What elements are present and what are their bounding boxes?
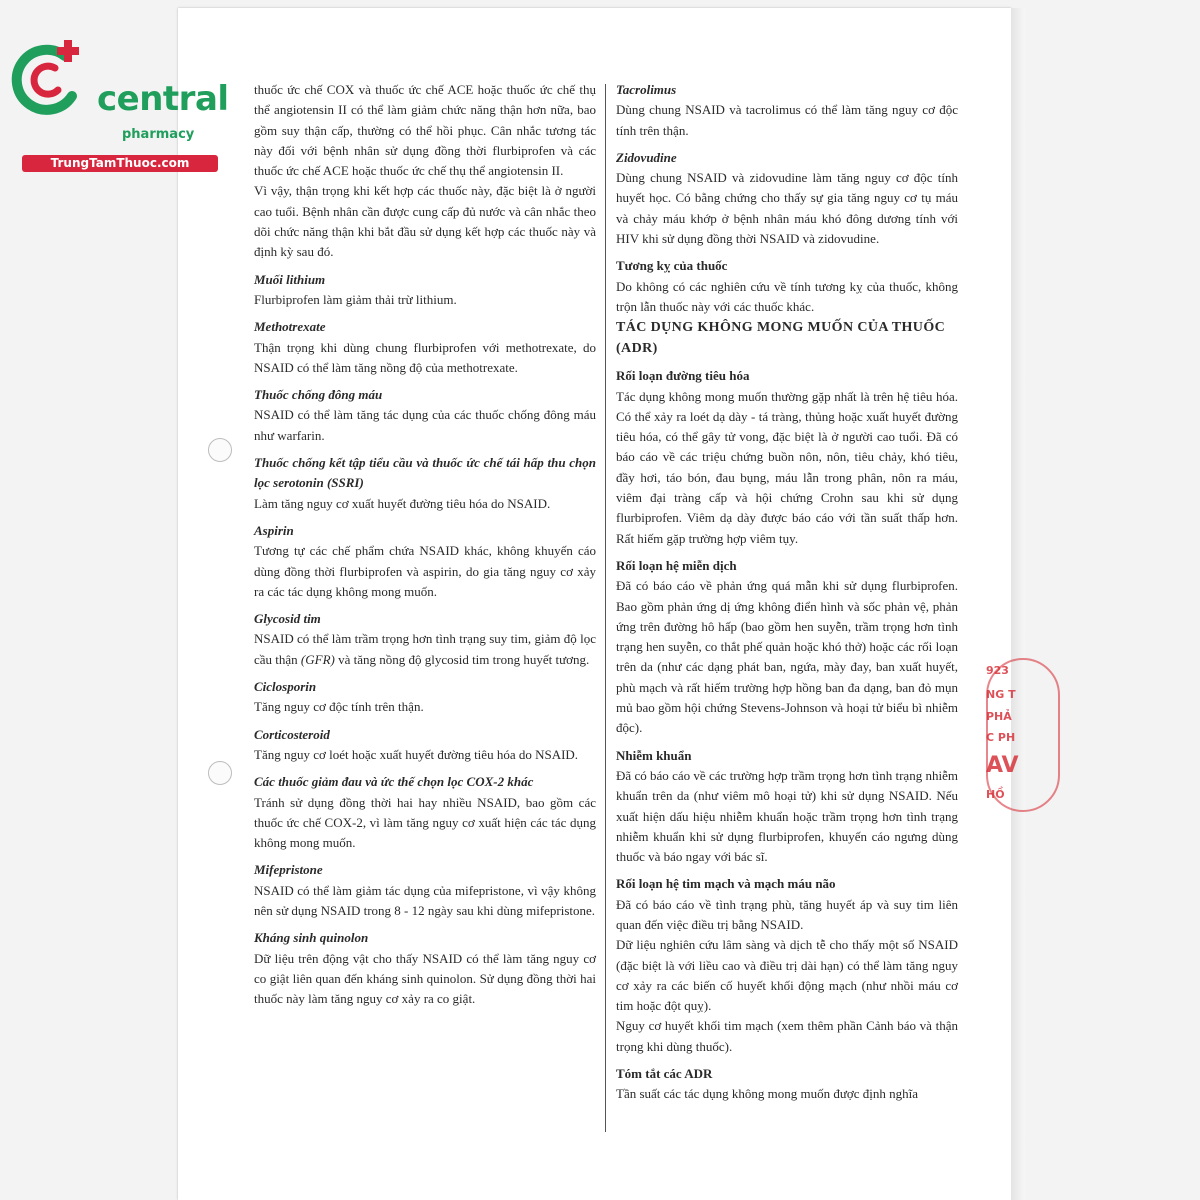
section-title: Rối loạn đường tiêu hóa — [616, 368, 750, 384]
section-body: Dữ liệu nghiên cứu lâm sàng và dịch tễ cho thấy một số NSAID (đặc biệt là với liều cao và điều trị dài hạn) có thể làm tăng nguy cơ xảy ra các biến cố huyết khối động mạch (như nhồi máu cơ tim hoặc đột quỵ). — [616, 937, 958, 1014]
company-stamp — [982, 660, 1019, 810]
section-cox2 — [254, 772, 596, 853]
section-body: Dữ liệu trên động vật cho thấy NSAID có thể làm tăng nguy cơ co giật liên quan đến kháng sinh quinolon. Sử dụng đồng thời hai thuốc này làm tăng nguy cơ xảy ra co giật. — [254, 950, 596, 1007]
section-title: Tacrolimus — [616, 82, 677, 97]
section-adr-summary — [616, 1064, 958, 1105]
section-body: Dùng chung NSAID và tacrolimus có thể làm tăng nguy cơ độc tính trên thận. — [616, 102, 958, 138]
section-aspirin — [254, 521, 596, 602]
stamp-line: NG T — [986, 688, 1016, 701]
brand-name: central — [97, 79, 229, 119]
section-title: Tóm tắt các ADR — [616, 1066, 713, 1082]
section-title: Thuốc chống đông máu — [254, 387, 383, 403]
section-body — [254, 629, 596, 670]
stamp-line: HỒ — [986, 788, 1005, 801]
section-body: Tránh sử dụng đồng thời hai hay nhiều NSAID, bao gồm các thuốc ức chế COX-2, vì làm tăng nguy cơ xuất hiện các tác dụng không mong muốn. — [254, 794, 596, 851]
section-glycosid — [254, 609, 596, 670]
interaction-intro — [254, 80, 596, 263]
left-column — [254, 80, 596, 1009]
section-body: Đã có báo cáo về các trường hợp trầm trọng hơn tình trạng nhiễm khuẩn trên da (như viêm mô hoại tử) khi sử dụng NSAID. Nếu xuất hiện dấu hiệu nhiễm khuẩn hoặc trầm trọng hơn tình trạng nhiễm khuẩn khi sử dụng flurbiprofen, khuyến cáo ngưng dùng thuốc và báo ngay với bác sĩ. — [616, 767, 958, 865]
section-title: Kháng sinh quinolon — [254, 930, 369, 946]
adr-heading: TÁC DỤNG KHÔNG MONG MUỐN CỦA THUỐC (ADR) — [616, 320, 946, 357]
paragraph: Vì vậy, thận trọng khi kết hợp các thuốc này, đặc biệt là ở người cao tuổi. Bệnh nhân cần được cung cấp đủ nước và cân nhắc theo dõi chức năng thận khi bắt đầu sử dụng kết hợp các thuốc này và định kỳ sau đó. — [254, 183, 596, 260]
section-body: Tương tự các chế phẩm chứa NSAID khác, không khuyến cáo dùng đồng thời flurbiprofen và aspirin, do gia tăng nguy cơ xảy ra các tác dụng không mong muốn. — [254, 543, 596, 599]
section-immune-disorders — [616, 556, 958, 739]
section-quinolon — [254, 928, 596, 1009]
right-column — [616, 80, 958, 1105]
section-body: NSAID có thể làm tăng tác dụng của các thuốc chống đông máu như warfarin. — [254, 407, 596, 443]
section-title: Rối loạn hệ tim mạch và mạch máu não — [616, 876, 836, 892]
section-title: Mifepristone — [254, 862, 323, 878]
stamp-line: PHẢ — [986, 710, 1012, 723]
body-emphasis: (GFR) — [300, 651, 335, 667]
section-body: Tác dụng không mong muốn thường gặp nhất là trên hệ tiêu hóa. Có thể xảy ra loét dạ dày - tá tràng, thủng hoặc xuất huyết đường tiêu hóa, có thể gây tử vong, đặc biệt là ở người cao tuổi. Đã có báo cáo về các triệu chứng buồn nôn, nôn, tiêu chảy, khó tiêu, đầy hơi, táo bón, đau bụng, máu lẫn trong phân, nôn ra máu, viêm đại tràng cấp và hội chứng Crohn sau khi sử dụng flurbiprofen. Viêm dạ dày được báo cáo với tần suất thấp hơn. Rất hiếm gặp trường hợp viêm tụy. — [616, 388, 958, 546]
section-title: Ciclosporin — [254, 679, 317, 695]
section-body: Do không có các nghiên cứu về tính tương kỵ của thuốc, không trộn lẫn thuốc này với các thuốc khác. — [616, 278, 958, 314]
section-body: Tăng nguy cơ độc tính trên thận. — [254, 699, 424, 715]
section-title: Glycosid tim — [254, 611, 321, 627]
section-cardiovascular — [616, 874, 958, 1057]
section-anticoagulant — [254, 385, 596, 446]
stamp-line: AV — [986, 753, 1019, 778]
section-title: Tương kỵ của thuốc — [616, 258, 728, 274]
section-incompatibility — [616, 256, 958, 317]
section-title: Thuốc chống kết tập tiểu cầu và thuốc ức chế tái hấp thu chọn lọc serotonin (SSRI) — [254, 455, 596, 491]
section-tacrolimus — [616, 80, 958, 141]
brand-website[interactable]: TrungTamThuoc.com — [22, 155, 218, 172]
section-title: Muối lithium — [254, 271, 326, 287]
section-title: Aspirin — [254, 522, 294, 538]
section-body: Tần suất các tác dụng không mong muốn được định nghĩa — [616, 1086, 919, 1102]
section-body: Flurbiprofen làm giảm thải trừ lithium. — [254, 291, 457, 307]
section-title: Methotrexate — [254, 319, 326, 335]
section-body: Đã có báo cáo về tình trạng phù, tăng huyết áp và suy tim liên quan đến việc điều trị bằng NSAID. — [616, 896, 958, 932]
section-title: Zidovudine — [616, 149, 677, 165]
section-body: Tăng nguy cơ loét hoặc xuất huyết đường tiêu hóa do NSAID. — [254, 746, 579, 762]
punch-hole-top — [208, 438, 232, 462]
central-pharmacy-logo[interactable] — [10, 38, 229, 170]
body-text: NSAID có thể làm trầm trọng hơn tình trạng suy tim, giảm độ lọc cầu thận — [254, 631, 596, 667]
section-title: Corticosteroid — [254, 726, 330, 742]
stamp-line: 923 — [986, 664, 1009, 677]
section-body: NSAID có thể làm giảm tác dụng của mifepristone, vì vậy không nên sử dụng NSAID trong 8 - 12 ngày sau khi dùng mifepristone. — [254, 882, 596, 918]
section-mifepristone — [254, 860, 596, 921]
page-edge — [1011, 8, 1025, 1200]
section-title: Các thuốc giảm đau và ức thế chọn lọc COX-2 khác — [254, 774, 534, 790]
stamp-line: C PH — [986, 731, 1016, 744]
pharmacy-logo-icon — [10, 38, 90, 118]
section-zidovudine — [616, 148, 958, 249]
section-gi-disorders — [616, 366, 958, 549]
punch-hole-bottom — [208, 761, 232, 785]
section-methotrexate — [254, 317, 596, 378]
section-body: Dùng chung NSAID và zidovudine làm tăng nguy cơ độc tính huyết học. Có bằng chứng cho thấy sự gia tăng nguy cơ tụ máu và chảy máu khớp ở bệnh nhân máu khó đông dương tính với HIV khi sử dụng đồng thời NSAID và zidovudine. — [616, 170, 958, 247]
section-body: Đã có báo cáo về phản ứng quá mẫn khi sử dụng flurbiprofen. Bao gồm phản ứng dị ứng không điển hình và sốc phản vệ, phản ứng trên đường hô hấp (bao gồm hen suyễn, trầm trọng hơn tình trạng hen suyễn, co thắt phế quản hoặc khó thở) hoặc các rối loạn trên da (như các dạng phát ban, ngứa, mày đay, ban xuất huyết, phù mạch và rất hiếm trường hợp hồng ban đa dạng, ban đỏ mụn mủ bao gồm hội chứng Stevens-Johnson và hoại tử biểu bì nhiễm độc). — [616, 578, 958, 736]
section-title: Nhiễm khuẩn — [616, 747, 692, 763]
brand-subtitle: pharmacy — [122, 127, 195, 142]
body-text: và tăng nồng độ glycosid tim trong huyết tương. — [334, 651, 590, 667]
section-infections — [616, 746, 958, 868]
section-corticosteroid — [254, 725, 596, 766]
section-antiplatelet-ssri — [254, 453, 596, 514]
section-ciclosporin — [254, 677, 596, 718]
section-body: Thận trọng khi dùng chung flurbiprofen với methotrexate, do NSAID có thể làm tăng nồng độ của methotrexate. — [254, 339, 596, 375]
column-divider — [605, 84, 606, 1132]
section-body: Nguy cơ huyết khối tim mạch (xem thêm phần Cảnh báo và thận trọng khi dùng thuốc). — [616, 1018, 958, 1054]
paragraph: thuốc ức chế COX và thuốc ức chế ACE hoặc thuốc ức chế thụ thể angiotensin II có thể làm giảm chức năng thận hơn nữa, bao gồm suy thận cấp, thường có thể hồi phục. Cân nhắc tương tác này đối với bệnh nhân sử dụng đồng thời flurbiprofen và các thuốc ức chế ACE hoặc thuốc ức chế thụ thể angiotensin II. — [254, 82, 596, 179]
section-body: Làm tăng nguy cơ xuất huyết đường tiêu hóa do NSAID. — [254, 495, 551, 511]
section-lithium — [254, 270, 596, 311]
section-title: Rối loạn hệ miễn dịch — [616, 557, 737, 573]
